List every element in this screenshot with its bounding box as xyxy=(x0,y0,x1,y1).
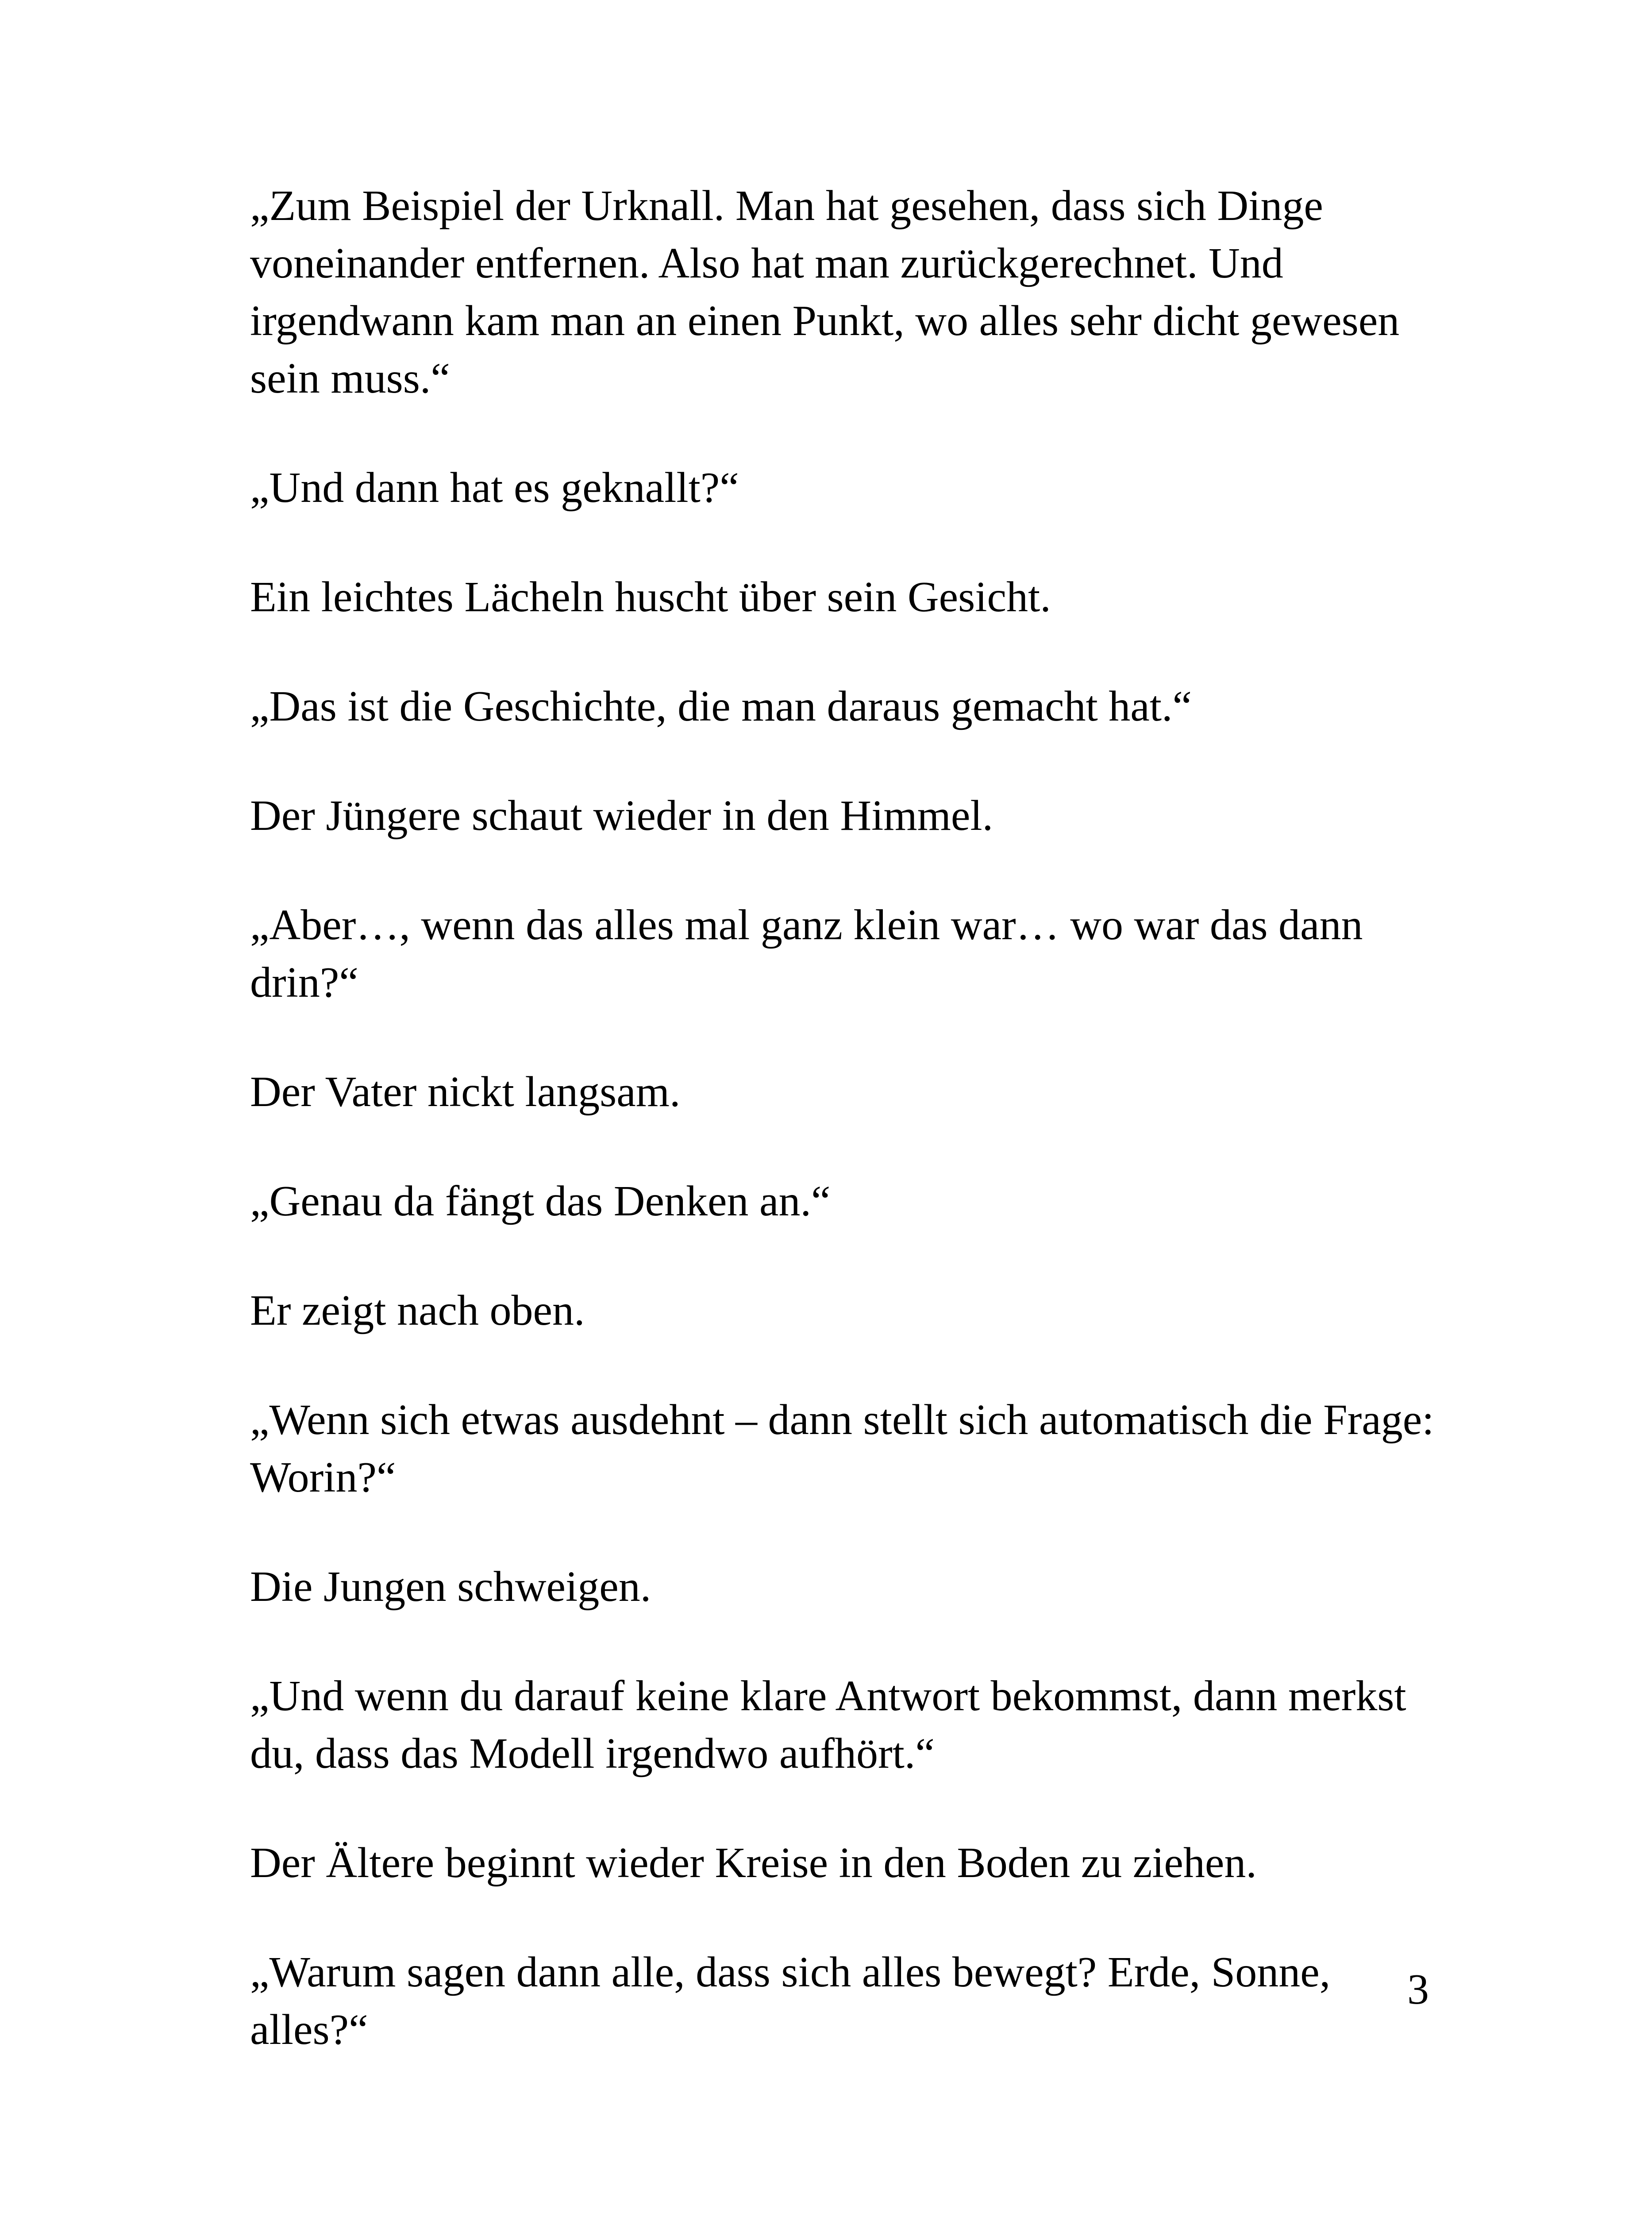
paragraph: „Genau da fängt das Denken an.“ xyxy=(250,1177,831,1225)
paragraph: „Das ist die Geschichte, die man daraus gemacht hat.“ xyxy=(250,682,1192,730)
paragraph: „Wenn sich etwas ausdehnt – dann stellt sich automatisch die Frage: Worin?“ xyxy=(250,1396,1434,1501)
paragraph: Der Vater nickt langsam. xyxy=(250,1068,681,1116)
paragraph: „Warum sagen dann alle, dass sich alles bewegt? Erde, Sonne, alles?“ xyxy=(250,1948,1331,2054)
paragraph: „Zum Beispiel der Urknall. Man hat gesehen, dass sich Dinge voneinander entfernen. Also hat man zurückgerechnet. Und irgendwann kam man an einen Punkt, wo alles sehr dicht gewesen sein muss.“ xyxy=(250,182,1400,402)
paragraph: Ein leichtes Lächeln huscht über sein Gesicht. xyxy=(250,573,1051,621)
paragraph: Der Ältere beginnt wieder Kreise in den Boden zu ziehen. xyxy=(250,1839,1257,1887)
paragraph: Er zeigt nach oben. xyxy=(250,1287,585,1334)
paragraph: „Und wenn du darauf keine klare Antwort bekommst, dann merkst du, dass das Modell irgendwo aufhört.“ xyxy=(250,1672,1406,1777)
paragraph: Der Jüngere schaut wieder in den Himmel. xyxy=(250,792,994,840)
paragraph: „Aber…, wenn das alles mal ganz klein war… wo war das dann drin?“ xyxy=(250,901,1363,1006)
body-text xyxy=(250,177,1454,2110)
paragraph: Die Jungen schweigen. xyxy=(250,1563,651,1611)
page-number: 3 xyxy=(1407,1966,1429,2013)
paragraph: „Und dann hat es geknallt?“ xyxy=(250,464,739,512)
